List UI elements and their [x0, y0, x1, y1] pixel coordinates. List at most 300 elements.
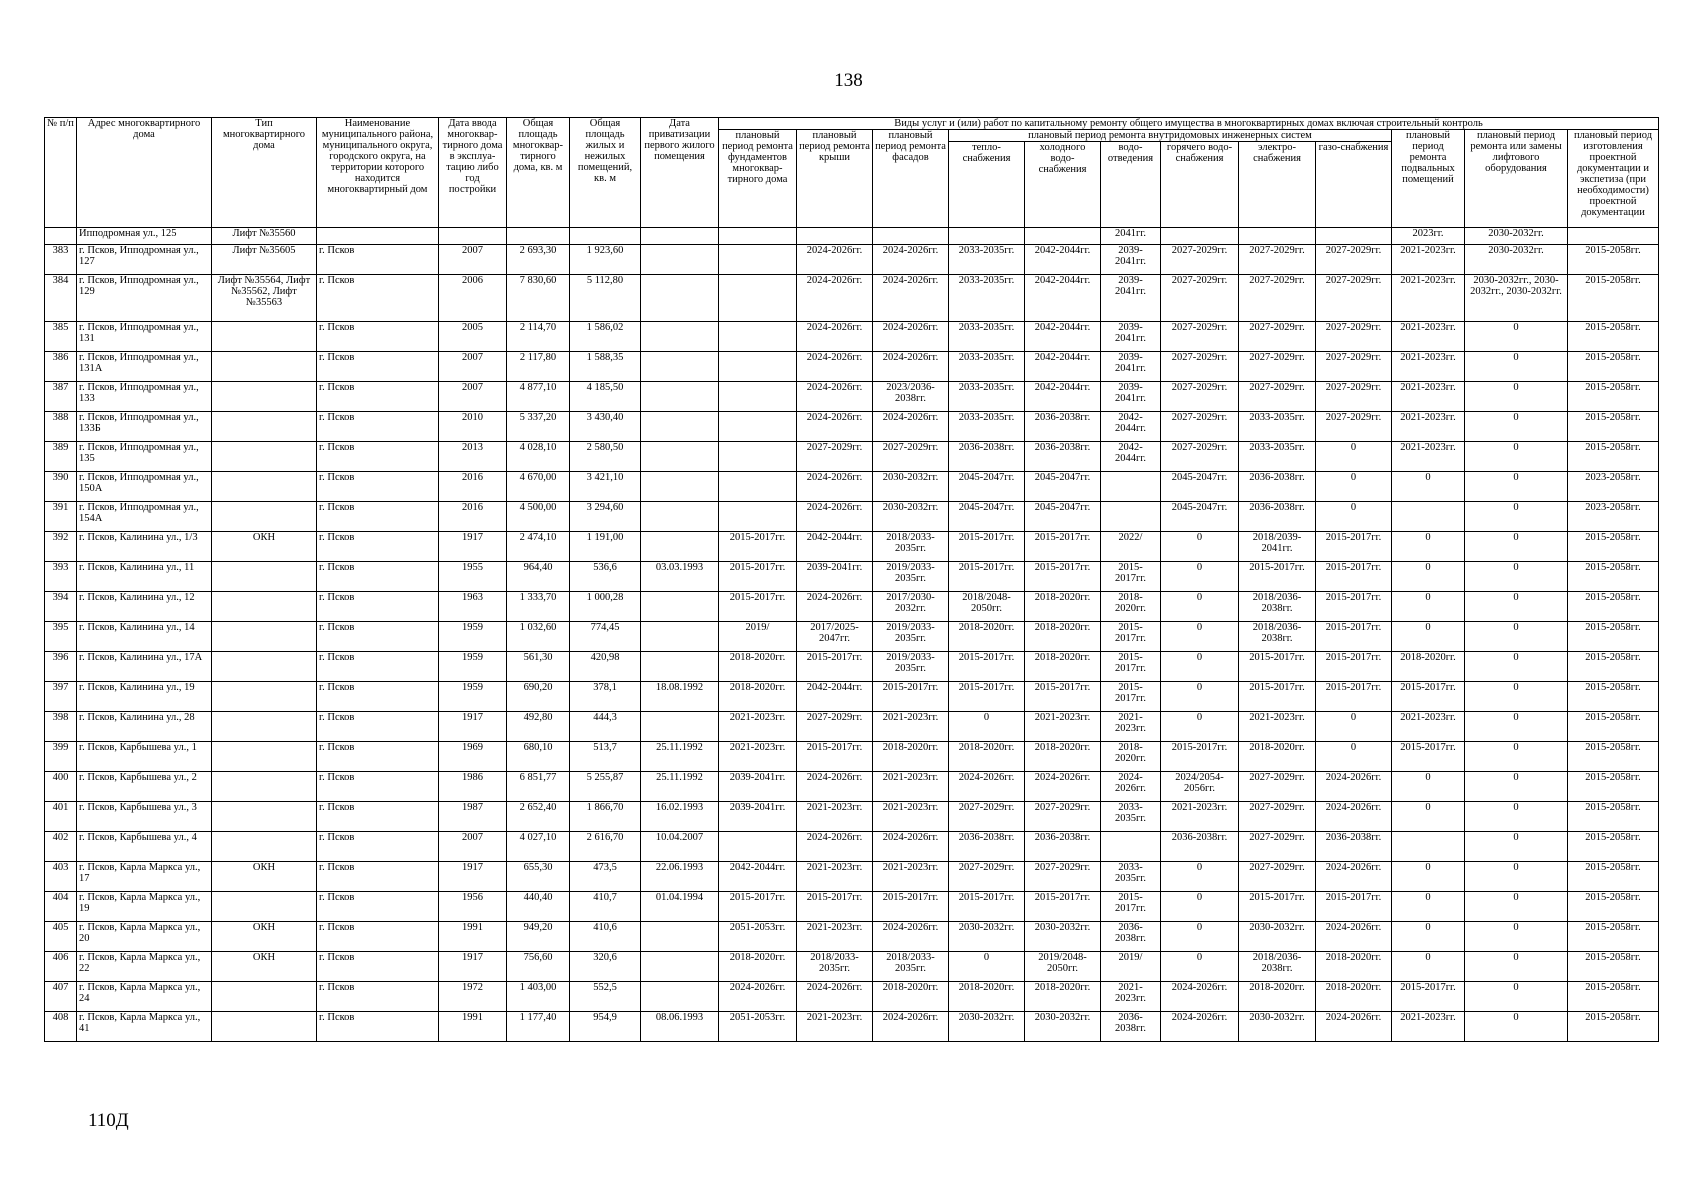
row-gas: 2027-2029гг. [1316, 322, 1392, 352]
row-sewage: 2042-2044гг. [1101, 412, 1161, 442]
row-electric: 2033-2035гг. [1239, 442, 1316, 472]
header-residential-area: Общая площадь жилых и нежилых помещений, кв. м [570, 118, 641, 228]
row-facade: 2017/2030-2032гг. [873, 592, 949, 622]
row-facade: 2024-2026гг. [873, 275, 949, 322]
row-cold-water: 2015-2017гг. [1025, 562, 1101, 592]
row-gas: 2015-2017гг. [1316, 652, 1392, 682]
row-hot-water: 2027-2029гг. [1161, 382, 1239, 412]
row-residential-area: 3 430,40 [570, 412, 641, 442]
row-gas: 2024-2026гг. [1316, 1012, 1392, 1042]
row-design-docs: 2023-2058гг. [1568, 472, 1659, 502]
row-residential-area: 1 923,60 [570, 245, 641, 275]
row-gas: 2015-2017гг. [1316, 592, 1392, 622]
row-gas: 2018-2020гг. [1316, 982, 1392, 1012]
row-municipality [317, 228, 439, 245]
row-basement: 0 [1392, 532, 1465, 562]
row-sewage: 2039-2041гг. [1101, 275, 1161, 322]
row-design-docs: 2015-2058гг. [1568, 742, 1659, 772]
row-address: г. Псков, Карла Маркса ул., 22 [77, 952, 212, 982]
row-heat: 2033-2035гг. [949, 352, 1025, 382]
row-total-area: 4 028,10 [507, 442, 570, 472]
row-residential-area: 513,7 [570, 742, 641, 772]
row-residential-area: 410,7 [570, 892, 641, 922]
table-row [45, 442, 1659, 472]
row-electric: 2027-2029гг. [1239, 772, 1316, 802]
row-roof: 2024-2026гг. [797, 275, 873, 322]
footer-code: 110Д [88, 1110, 129, 1131]
row-municipality: г. Псков [317, 382, 439, 412]
row-municipality: г. Псков [317, 802, 439, 832]
row-hot-water: 2027-2029гг. [1161, 322, 1239, 352]
row-sewage: 2022/ [1101, 532, 1161, 562]
row-electric: 2027-2029гг. [1239, 802, 1316, 832]
row-number: 403 [45, 862, 77, 892]
row-design-docs: 2015-2058гг. [1568, 622, 1659, 652]
row-year: 1959 [439, 622, 507, 652]
row-foundation: 2019/ [719, 622, 797, 652]
table-row [45, 892, 1659, 922]
row-roof: 2021-2023гг. [797, 1012, 873, 1042]
row-electric: 2015-2017гг. [1239, 682, 1316, 712]
row-gas: 2015-2017гг. [1316, 682, 1392, 712]
row-basement: 2023гг. [1392, 228, 1465, 245]
row-basement: 0 [1392, 592, 1465, 622]
row-cold-water: 2042-2044гг. [1025, 322, 1101, 352]
table-row [45, 502, 1659, 532]
row-privatization-date [641, 982, 719, 1012]
row-hot-water: 2027-2029гг. [1161, 352, 1239, 382]
row-facade: 2030-2032гг. [873, 502, 949, 532]
row-municipality: г. Псков [317, 892, 439, 922]
row-hot-water: 0 [1161, 892, 1239, 922]
row-residential-area: 954,9 [570, 1012, 641, 1042]
header-foundation: плановый период ремонта фундаментов многоквар-тирного дома [719, 130, 797, 228]
row-heat: 2033-2035гг. [949, 245, 1025, 275]
row-elevator: 0 [1465, 862, 1568, 892]
row-type: Лифт №35560 [212, 228, 317, 245]
row-facade: 2021-2023гг. [873, 772, 949, 802]
row-type [212, 712, 317, 742]
row-design-docs: 2015-2058гг. [1568, 532, 1659, 562]
header-electric: электро-снабжения [1239, 142, 1316, 228]
row-year: 1959 [439, 682, 507, 712]
row-privatization-date [641, 532, 719, 562]
row-elevator: 0 [1465, 382, 1568, 412]
row-facade: 2024-2026гг. [873, 412, 949, 442]
row-hot-water: 0 [1161, 622, 1239, 652]
row-total-area: 2 652,40 [507, 802, 570, 832]
row-municipality: г. Псков [317, 832, 439, 862]
row-privatization-date [641, 922, 719, 952]
row-design-docs: 2015-2058гг. [1568, 352, 1659, 382]
row-electric: 2015-2017гг. [1239, 652, 1316, 682]
row-design-docs: 2015-2058гг. [1568, 892, 1659, 922]
row-residential-area: 378,1 [570, 682, 641, 712]
row-address: г. Псков, Карбышева ул., 4 [77, 832, 212, 862]
row-cold-water: 2042-2044гг. [1025, 275, 1101, 322]
row-municipality: г. Псков [317, 652, 439, 682]
row-basement: 2021-2023гг. [1392, 245, 1465, 275]
row-year: 1972 [439, 982, 507, 1012]
header-address: Адрес многоквартирного дома [77, 118, 212, 228]
row-roof: 2024-2026гг. [797, 472, 873, 502]
row-sewage [1101, 832, 1161, 862]
row-sewage: 2033-2035гг. [1101, 862, 1161, 892]
row-foundation [719, 442, 797, 472]
row-basement: 2021-2023гг. [1392, 275, 1465, 322]
row-foundation [719, 502, 797, 532]
row-residential-area: 3 294,60 [570, 502, 641, 532]
row-municipality: г. Псков [317, 412, 439, 442]
table-row [45, 922, 1659, 952]
row-type [212, 382, 317, 412]
row-electric: 2015-2017гг. [1239, 562, 1316, 592]
row-cold-water: 2015-2017гг. [1025, 682, 1101, 712]
row-basement: 2021-2023гг. [1392, 442, 1465, 472]
row-number: 397 [45, 682, 77, 712]
row-type [212, 652, 317, 682]
row-hot-water: 0 [1161, 652, 1239, 682]
row-sewage: 2015-2017гг. [1101, 622, 1161, 652]
row-municipality: г. Псков [317, 772, 439, 802]
row-electric [1239, 228, 1316, 245]
row-basement: 0 [1392, 892, 1465, 922]
row-total-area: 1 333,70 [507, 592, 570, 622]
row-cold-water: 2027-2029гг. [1025, 802, 1101, 832]
row-cold-water: 2045-2047гг. [1025, 502, 1101, 532]
row-year: 1987 [439, 802, 507, 832]
row-heat [949, 228, 1025, 245]
row-address: г. Псков, Карла Маркса ул., 20 [77, 922, 212, 952]
table-body [45, 228, 1659, 1042]
row-foundation: 2051-2053гг. [719, 1012, 797, 1042]
row-residential-area: 774,45 [570, 622, 641, 652]
table-row [45, 245, 1659, 275]
row-design-docs: 2015-2058гг. [1568, 862, 1659, 892]
row-design-docs: 2015-2058гг. [1568, 982, 1659, 1012]
row-total-area [507, 228, 570, 245]
row-municipality: г. Псков [317, 922, 439, 952]
row-residential-area: 1 000,28 [570, 592, 641, 622]
row-year: 2016 [439, 502, 507, 532]
row-address: г. Псков, Ипподромная ул., 133Б [77, 412, 212, 442]
row-sewage: 2036-2038гг. [1101, 1012, 1161, 1042]
row-total-area: 949,20 [507, 922, 570, 952]
table-row [45, 772, 1659, 802]
row-elevator: 0 [1465, 622, 1568, 652]
row-roof: 2024-2026гг. [797, 412, 873, 442]
row-elevator: 0 [1465, 832, 1568, 862]
row-roof: 2039-2041гг. [797, 562, 873, 592]
row-privatization-date: 10.04.2007 [641, 832, 719, 862]
row-hot-water: 2027-2029гг. [1161, 442, 1239, 472]
row-hot-water: 0 [1161, 712, 1239, 742]
row-type [212, 682, 317, 712]
row-sewage [1101, 472, 1161, 502]
row-type [212, 352, 317, 382]
row-hot-water: 0 [1161, 562, 1239, 592]
row-privatization-date [641, 712, 719, 742]
row-roof: 2024-2026гг. [797, 382, 873, 412]
header-gas: газо-снабжения [1316, 142, 1392, 228]
row-cold-water: 2018-2020гг. [1025, 652, 1101, 682]
row-year: 2005 [439, 322, 507, 352]
row-foundation: 2024-2026гг. [719, 982, 797, 1012]
row-cold-water: 2030-2032гг. [1025, 1012, 1101, 1042]
row-elevator: 0 [1465, 712, 1568, 742]
row-address: г. Псков, Ипподромная ул., 131А [77, 352, 212, 382]
row-sewage [1101, 502, 1161, 532]
row-address: г. Псков, Ипподромная ул., 154А [77, 502, 212, 532]
row-gas: 2027-2029гг. [1316, 275, 1392, 322]
row-basement: 2021-2023гг. [1392, 1012, 1465, 1042]
row-cold-water: 2018-2020гг. [1025, 622, 1101, 652]
row-privatization-date [641, 382, 719, 412]
row-electric: 2027-2029гг. [1239, 275, 1316, 322]
row-roof: 2017/2025-2047гг. [797, 622, 873, 652]
row-facade: 2021-2023гг. [873, 712, 949, 742]
row-heat: 2033-2035гг. [949, 412, 1025, 442]
row-heat: 2024-2026гг. [949, 772, 1025, 802]
row-hot-water: 2045-2047гг. [1161, 472, 1239, 502]
row-type [212, 772, 317, 802]
row-residential-area: 1 866,70 [570, 802, 641, 832]
row-basement: 2021-2023гг. [1392, 352, 1465, 382]
row-foundation: 2015-2017гг. [719, 892, 797, 922]
row-design-docs: 2015-2058гг. [1568, 245, 1659, 275]
row-residential-area: 3 421,10 [570, 472, 641, 502]
row-design-docs: 2015-2058гг. [1568, 442, 1659, 472]
row-roof: 2024-2026гг. [797, 592, 873, 622]
row-hot-water: 2024-2026гг. [1161, 982, 1239, 1012]
row-address: г. Псков, Ипподромная ул., 129 [77, 275, 212, 322]
row-electric: 2027-2029гг. [1239, 832, 1316, 862]
row-elevator: 0 [1465, 922, 1568, 952]
row-cold-water: 2036-2038гг. [1025, 442, 1101, 472]
row-total-area: 1 177,40 [507, 1012, 570, 1042]
row-gas: 2018-2020гг. [1316, 952, 1392, 982]
row-total-area: 2 474,10 [507, 532, 570, 562]
row-hot-water: 0 [1161, 922, 1239, 952]
row-heat: 2027-2029гг. [949, 862, 1025, 892]
row-foundation: 2039-2041гг. [719, 772, 797, 802]
row-gas: 2036-2038гг. [1316, 832, 1392, 862]
row-electric: 2027-2029гг. [1239, 245, 1316, 275]
row-basement: 0 [1392, 472, 1465, 502]
row-basement: 0 [1392, 562, 1465, 592]
table-row [45, 952, 1659, 982]
row-sewage: 2015-2017гг. [1101, 652, 1161, 682]
table-header [45, 118, 1659, 228]
row-foundation [719, 275, 797, 322]
row-facade: 2030-2032гг. [873, 472, 949, 502]
row-design-docs: 2015-2058гг. [1568, 772, 1659, 802]
row-sewage: 2033-2035гг. [1101, 802, 1161, 832]
row-electric: 2021-2023гг. [1239, 712, 1316, 742]
row-hot-water: 0 [1161, 952, 1239, 982]
row-basement: 0 [1392, 952, 1465, 982]
row-year: 1917 [439, 532, 507, 562]
row-foundation: 2018-2020гг. [719, 682, 797, 712]
capital-repair-table [44, 117, 1659, 1042]
row-type [212, 562, 317, 592]
header-type: Тип многоквартирного дома [212, 118, 317, 228]
row-type: ОКН [212, 952, 317, 982]
header-services-group: Виды услуг и (или) работ по капитальному ремонту общего имущества в многоквартирных домах включая строительный контроль [719, 118, 1659, 130]
row-electric: 2015-2017гг. [1239, 892, 1316, 922]
row-municipality: г. Псков [317, 1012, 439, 1042]
table-row [45, 712, 1659, 742]
row-foundation [719, 352, 797, 382]
row-type [212, 472, 317, 502]
row-roof: 2042-2044гг. [797, 682, 873, 712]
row-type [212, 442, 317, 472]
row-type [212, 1012, 317, 1042]
row-privatization-date [641, 442, 719, 472]
header-cold-water: холодного водо-снабжения [1025, 142, 1101, 228]
row-electric: 2027-2029гг. [1239, 862, 1316, 892]
row-privatization-date: 01.04.1994 [641, 892, 719, 922]
row-year: 1991 [439, 922, 507, 952]
row-address: г. Псков, Калинина ул., 1/3 [77, 532, 212, 562]
row-privatization-date: 18.08.1992 [641, 682, 719, 712]
row-year: 1969 [439, 742, 507, 772]
row-type [212, 802, 317, 832]
table-row [45, 1012, 1659, 1042]
row-heat: 2045-2047гг. [949, 472, 1025, 502]
row-total-area: 440,40 [507, 892, 570, 922]
row-hot-water: 2021-2023гг. [1161, 802, 1239, 832]
row-roof: 2021-2023гг. [797, 922, 873, 952]
row-gas: 0 [1316, 742, 1392, 772]
header-hot-water: горячего водо-снабжения [1161, 142, 1239, 228]
table-row [45, 862, 1659, 892]
row-gas: 2027-2029гг. [1316, 382, 1392, 412]
row-hot-water: 2024/2054-2056гг. [1161, 772, 1239, 802]
row-address: г. Псков, Калинина ул., 28 [77, 712, 212, 742]
row-number: 401 [45, 802, 77, 832]
row-design-docs: 2015-2058гг. [1568, 592, 1659, 622]
row-foundation: 2015-2017гг. [719, 562, 797, 592]
table-row [45, 982, 1659, 1012]
row-elevator: 0 [1465, 532, 1568, 562]
row-total-area: 4 027,10 [507, 832, 570, 862]
row-year: 2006 [439, 275, 507, 322]
row-heat: 2015-2017гг. [949, 652, 1025, 682]
row-elevator: 0 [1465, 442, 1568, 472]
row-design-docs [1568, 228, 1659, 245]
row-heat: 2027-2029гг. [949, 802, 1025, 832]
row-year: 1917 [439, 712, 507, 742]
row-privatization-date [641, 275, 719, 322]
row-residential-area: 2 580,50 [570, 442, 641, 472]
row-type [212, 982, 317, 1012]
row-electric: 2027-2029гг. [1239, 322, 1316, 352]
row-cold-water: 2030-2032гг. [1025, 922, 1101, 952]
row-total-area: 1 032,60 [507, 622, 570, 652]
row-elevator: 0 [1465, 412, 1568, 442]
header-facade: плановый период ремонта фасадов [873, 130, 949, 228]
row-roof: 2024-2026гг. [797, 352, 873, 382]
row-gas: 2024-2026гг. [1316, 862, 1392, 892]
row-sewage: 2021-2023гг. [1101, 712, 1161, 742]
row-electric: 2030-2032гг. [1239, 922, 1316, 952]
row-total-area: 5 337,20 [507, 412, 570, 442]
row-electric: 2030-2032гг. [1239, 1012, 1316, 1042]
row-hot-water: 0 [1161, 682, 1239, 712]
row-privatization-date [641, 622, 719, 652]
row-year: 1955 [439, 562, 507, 592]
row-privatization-date [641, 592, 719, 622]
row-privatization-date [641, 228, 719, 245]
row-foundation: 2042-2044гг. [719, 862, 797, 892]
row-address: г. Псков, Калинина ул., 11 [77, 562, 212, 592]
row-number: 394 [45, 592, 77, 622]
row-year: 2007 [439, 352, 507, 382]
row-number: 408 [45, 1012, 77, 1042]
row-facade: 2024-2026гг. [873, 922, 949, 952]
row-number: 390 [45, 472, 77, 502]
row-year: 2010 [439, 412, 507, 442]
row-number: 407 [45, 982, 77, 1012]
row-total-area: 2 117,80 [507, 352, 570, 382]
row-type [212, 322, 317, 352]
row-number: 393 [45, 562, 77, 592]
header-basement: плановый период ремонта подвальных помещений [1392, 130, 1465, 228]
row-number: 384 [45, 275, 77, 322]
row-elevator: 0 [1465, 802, 1568, 832]
row-number: 399 [45, 742, 77, 772]
page-number: 138 [834, 70, 863, 91]
row-design-docs: 2015-2058гг. [1568, 412, 1659, 442]
row-hot-water: 2015-2017гг. [1161, 742, 1239, 772]
row-type: Лифт №35605 [212, 245, 317, 275]
table-row [45, 592, 1659, 622]
row-facade: 2024-2026гг. [873, 352, 949, 382]
table-row [45, 652, 1659, 682]
row-year: 2007 [439, 382, 507, 412]
row-gas: 2027-2029гг. [1316, 412, 1392, 442]
row-number: 388 [45, 412, 77, 442]
row-type [212, 892, 317, 922]
row-roof: 2024-2026гг. [797, 832, 873, 862]
row-type [212, 592, 317, 622]
row-gas: 0 [1316, 442, 1392, 472]
table-row [45, 352, 1659, 382]
row-basement: 2015-2017гг. [1392, 742, 1465, 772]
row-type: ОКН [212, 862, 317, 892]
row-heat: 0 [949, 712, 1025, 742]
row-design-docs: 2015-2058гг. [1568, 712, 1659, 742]
row-gas: 2027-2029гг. [1316, 352, 1392, 382]
row-address: г. Псков, Ипподромная ул., 135 [77, 442, 212, 472]
row-sewage: 2041гг. [1101, 228, 1161, 245]
row-elevator: 0 [1465, 1012, 1568, 1042]
header-roof: плановый период ремонта крыши [797, 130, 873, 228]
row-elevator: 2030-2032гг. [1465, 228, 1568, 245]
row-gas: 2015-2017гг. [1316, 622, 1392, 652]
row-electric: 2036-2038гг. [1239, 502, 1316, 532]
row-cold-water: 2027-2029гг. [1025, 862, 1101, 892]
row-total-area: 680,10 [507, 742, 570, 772]
row-residential-area: 4 185,50 [570, 382, 641, 412]
row-year: 1956 [439, 892, 507, 922]
row-design-docs: 2015-2058гг. [1568, 562, 1659, 592]
row-cold-water [1025, 228, 1101, 245]
row-type: ОКН [212, 532, 317, 562]
row-design-docs: 2015-2058гг. [1568, 322, 1659, 352]
row-municipality: г. Псков [317, 442, 439, 472]
